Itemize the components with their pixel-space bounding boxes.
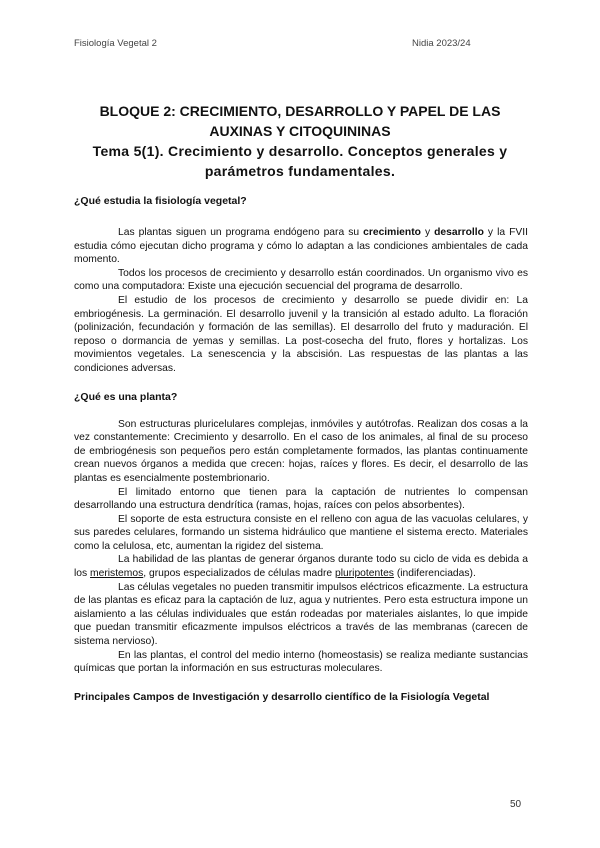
- paragraph: [74, 226, 528, 267]
- section-heading-planta: ¿Qué es una planta?: [74, 390, 178, 403]
- running-header-right: Nidia 2023/24: [412, 38, 471, 49]
- section-heading-campos: Principales Campos de Investigación y desarrollo científico de la Fisiología Vegetal: [74, 690, 490, 703]
- page-number: 50: [510, 799, 522, 810]
- section-heading-fisiologia: ¿Qué estudia la fisiología vegetal?: [74, 195, 247, 207]
- topic-title-line2: parámetros fundamentales.: [204, 163, 396, 179]
- text-run: y: [420, 227, 435, 238]
- text-run: (indiferenciadas).: [393, 568, 476, 580]
- underlined-term-meristemos: meristemos: [90, 568, 144, 580]
- bold-term-crecimiento: crecimiento: [363, 227, 421, 238]
- bold-term-desarrollo: desarrollo: [434, 227, 484, 238]
- paragraph: Son estructuras pluricelulares complejas, inmóviles y autótrofas. Realizan dos cosas a la vez constantemente: Crecimiento y desarrollo. En el caso de los animales, al final de su proceso de embriogénesis son pequeños pero están completamente formados, las plantas continuamente crean nuevos órganos a medida que crecen: hojas, raíces y flores. Es decir, el desarrollo de las plantas es esencialmente postembrionario.: [74, 418, 528, 484]
- running-header-left: Fisiología Vegetal 2: [74, 38, 157, 49]
- paragraph: En las plantas, el control del medio interno (homeostasis) se realiza mediante sustancias químicas que portan la información en sus estructuras moleculares.: [74, 649, 528, 675]
- paragraph: Las células vegetales no pueden transmitir impulsos eléctricos eficazmente. La estructura de las plantas es eficaz para la captación de luz, agua y nutrientes. Pero esta estructura impone un aislamiento a las células individuales que están rodeadas por materiales aislantes, lo que impide que puedan transmitir eficazmente impulsos eléctricos a través de las membranas (carecen de sistema nervioso).: [74, 581, 528, 648]
- block-title-line2: AUXINAS Y CITOQUININAS: [209, 123, 391, 139]
- paragraph: Todos los procesos de crecimiento y desarrollo están coordinados. Un organismo vivo es como una computadora: Existe una ejecución secuencial del programa de desarrollo.: [74, 267, 528, 293]
- text-run: , grupos especializados de células madre: [143, 568, 335, 580]
- title-block: [72, 101, 528, 181]
- paragraph: El soporte de esta estructura consiste en el relleno con agua de las vacuolas celulares, y sus paredes celulares, formando un sistema hidráulico que mantiene el sistema erecto. Materiales como la celulosa, etc, aumentan la rigidez del sistema.: [74, 513, 528, 552]
- topic-title-line1: Tema 5(1). Crecimiento y desarrollo. Conceptos generales y: [92, 143, 508, 159]
- underlined-term-pluripotentes: pluripotentes: [335, 568, 394, 580]
- paragraph: [74, 553, 528, 580]
- paragraph: El limitado entorno que tienen para la captación de nutrientes lo compensan desarrollando una estructura dendrítica (ramas, hojas, raíces con pelos absorbentes).: [74, 486, 528, 512]
- block-title-line1: BLOQUE 2: CRECIMIENTO, DESARROLLO Y PAPEL DE LAS: [99, 103, 501, 119]
- text-run: Las plantas siguen un programa endógeno para su: [118, 227, 364, 238]
- body-content: [74, 194, 528, 704]
- text-run: La habilidad de las plantas de generar órganos durante todo su ciclo de vida es debida a los: [74, 554, 528, 580]
- text-run: y la FVII estudia cómo ejecutan dicho programa y cómo lo adaptan a las condiciones ambientales de cada momento.: [74, 227, 528, 266]
- paragraph: El estudio de los procesos de crecimiento y desarrollo se puede dividir en: La embriogénesis. La germinación. El desarrollo juvenil y la transición al estado adulto. La floración (polinización, fecundación y formación de las semillas). El desarrollo del fruto y maduración. El reposo o dormancia de yemas y semillas. La post-cosecha del fruto, flores y hortalizas. Los movimientos vegetales. La senescencia y la abscisión. Las respuestas de las plantas a las condiciones adversas.: [74, 294, 528, 374]
